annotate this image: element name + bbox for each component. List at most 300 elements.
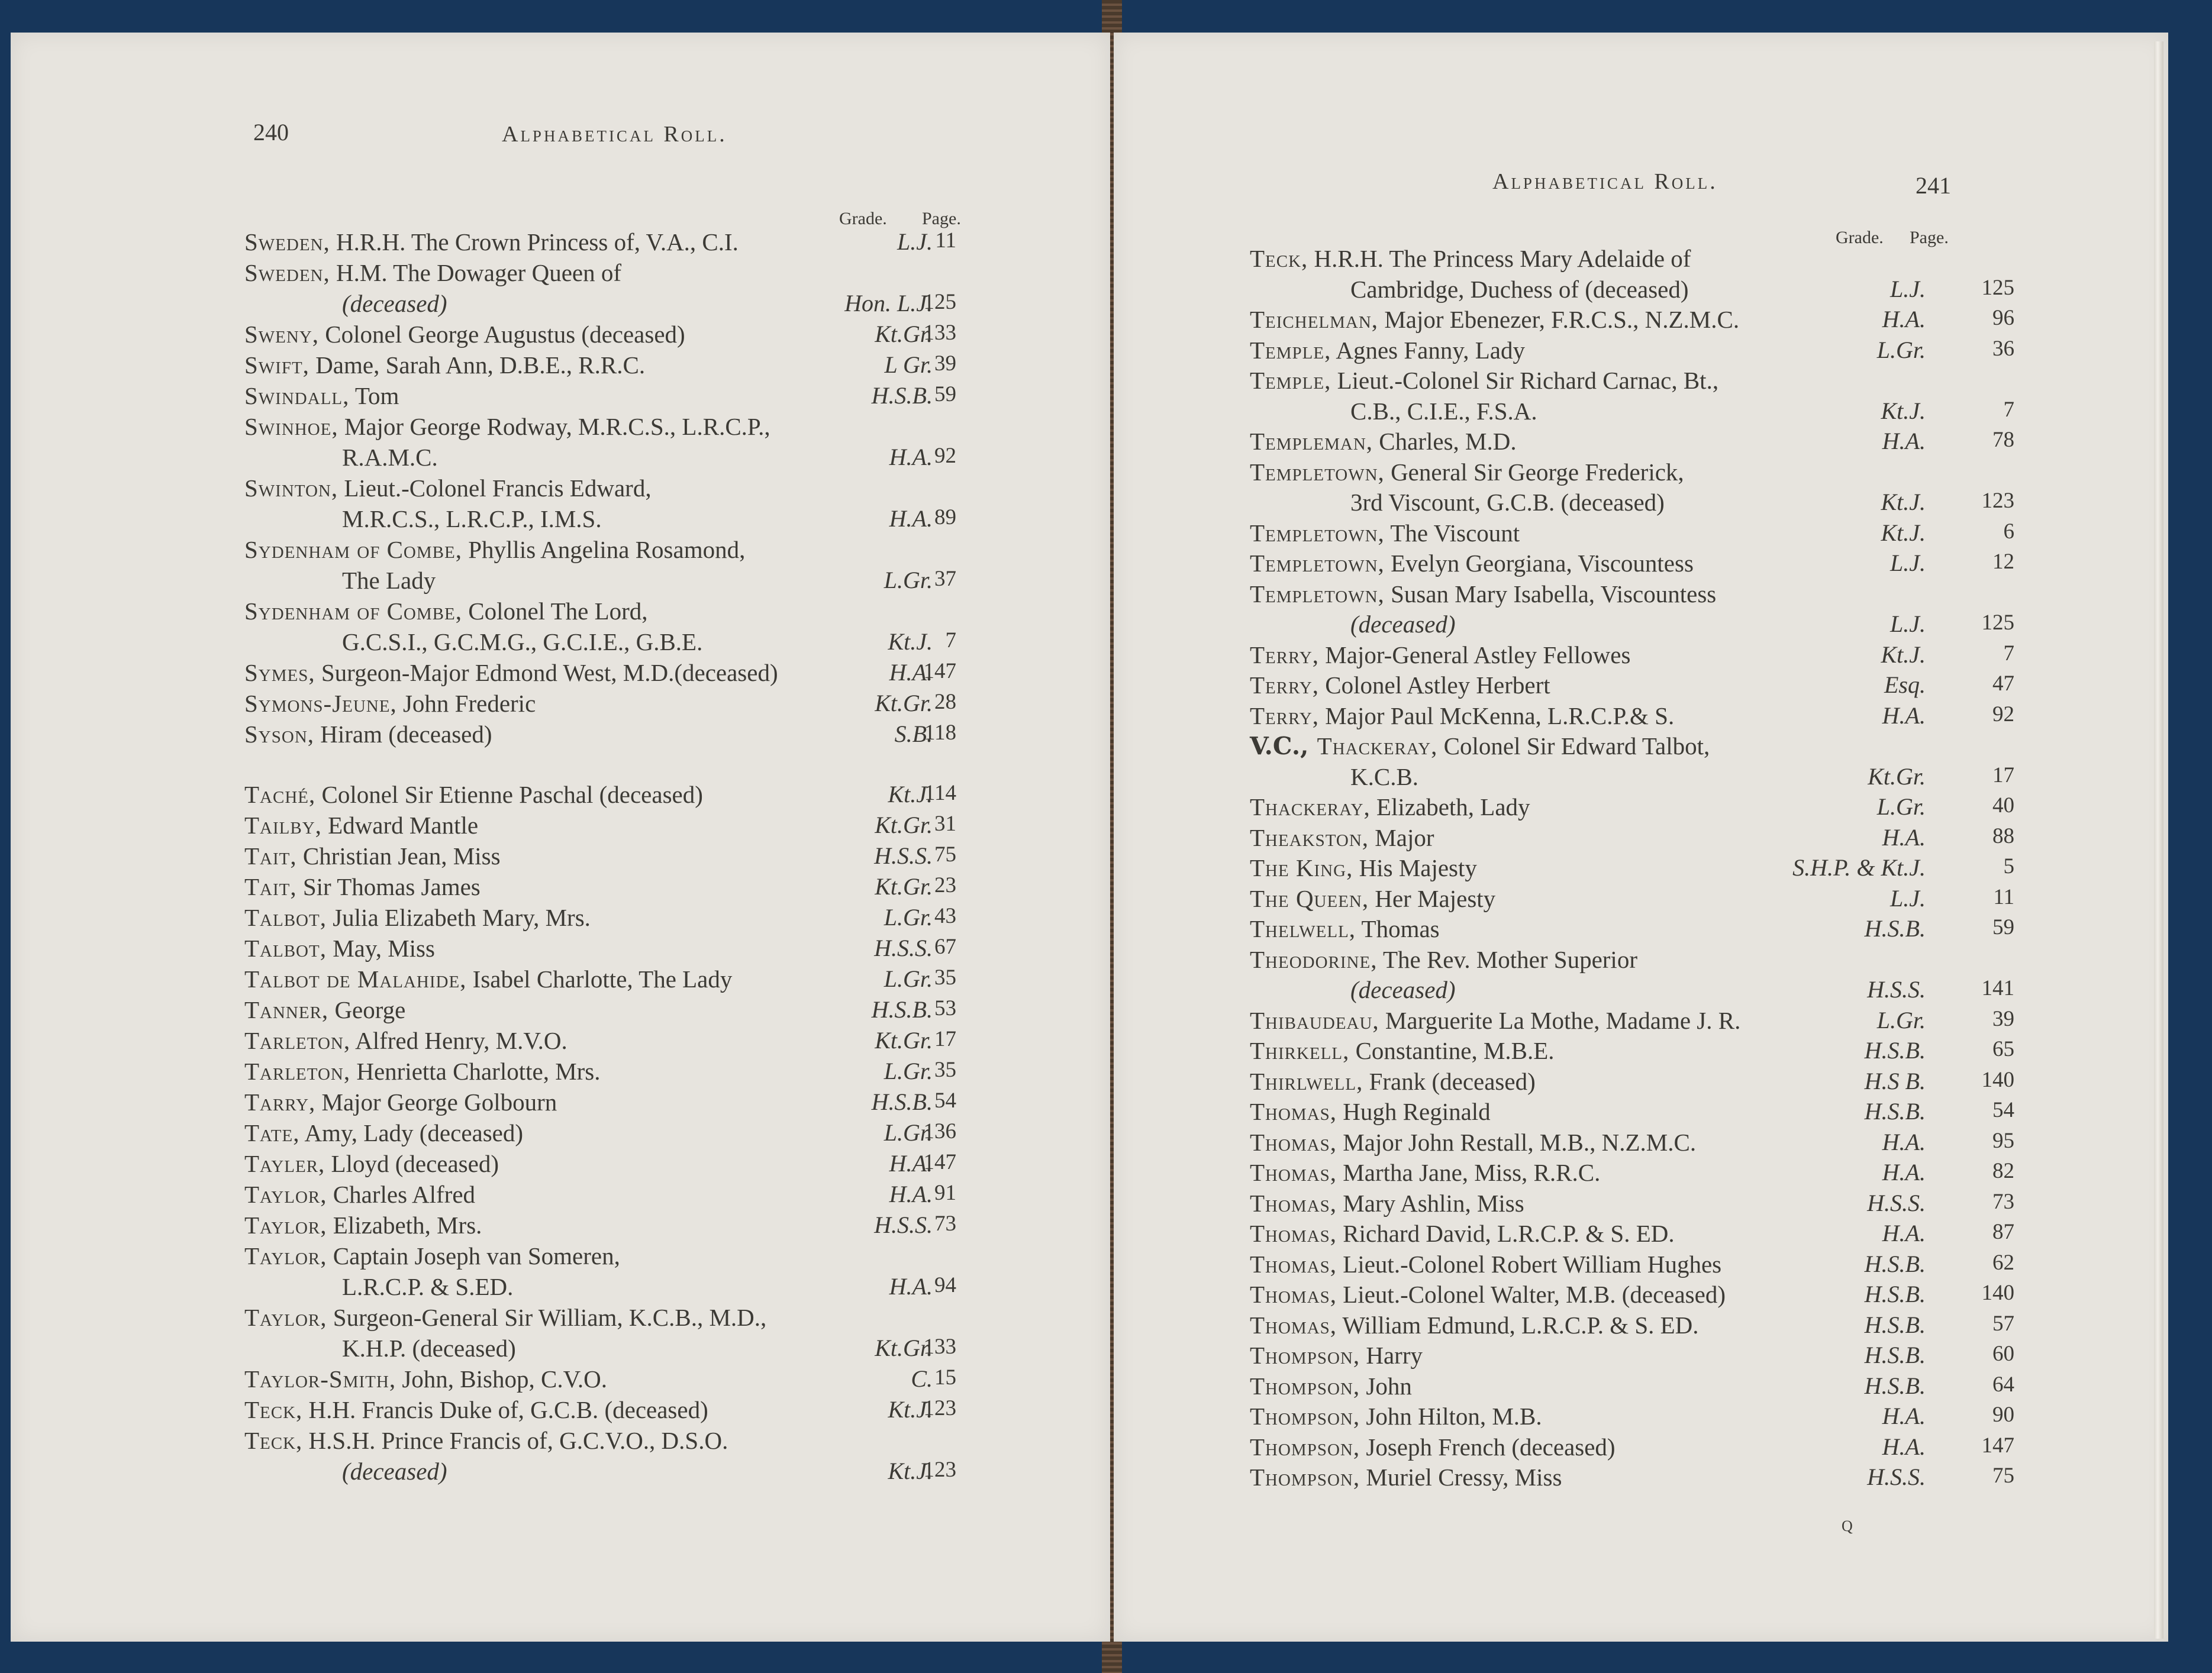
entry-surname: Symes, [244,659,315,686]
entry-page: 73 [1992,1189,2014,1214]
entry-continuation: K.H.P. (deceased) [342,1335,516,1362]
entry-row [1114,427,2168,458]
entry-row [1114,549,2168,580]
entry-continuation: C.B., C.I.E., F.S.A. [1350,397,1537,425]
entry-description: Major George Golbourn [315,1089,557,1116]
entry-description: Colonel The Lord, [462,598,648,625]
entry-surname: Thackeray, [1317,732,1438,760]
entry-grade: Kt.Gr. [875,690,933,716]
entry-row [11,597,1110,628]
entry-surname: Taylor, [244,1304,327,1331]
entry-page: 7 [2003,397,2014,422]
entry-description: H.M. The Dowager Queen of [330,259,621,286]
entry-continuation: K.C.B. [1350,763,1419,790]
entry-grade: Kt.J. [888,628,933,655]
entry-row [1114,1280,2168,1311]
entry-surname: Tarleton, [244,1027,351,1054]
entry-surname: Taché, [244,781,316,808]
entry-surname: Swinhoe, [244,413,338,440]
entry-row [1114,580,2168,611]
entry-page: 47 [1992,671,2014,696]
entry-page: 59 [934,382,956,406]
entry-row [11,965,1110,996]
running-head: Alphabetical Roll. [502,122,727,147]
entry-text [1250,1067,1536,1096]
entry-surname: Talbot, [244,935,327,962]
entry-grade: H.S.S. [1867,976,1926,1003]
entry-grade: H.S.B. [1864,1250,1926,1277]
entry-text [244,780,703,809]
entry-text [1250,1280,1726,1309]
entry-surname: Thomas, [1250,1159,1337,1186]
entry-row [11,1457,1110,1488]
entry-row [11,1242,1110,1272]
entry-description: Lieut.-Colonel Walter, M.B. (deceased) [1337,1281,1726,1308]
entry-page: 82 [1992,1159,2014,1183]
entry-description: Harry [1360,1342,1423,1369]
entry-grade: H.A. [1882,1433,1926,1460]
entry-text [1250,580,1716,608]
entry-text [1250,1402,1542,1430]
entry-description: Major John Restall, M.B., N.Z.M.C. [1337,1128,1697,1156]
entry-page: 15 [934,1365,956,1390]
entry-surname: Thirkell, [1250,1037,1350,1064]
page-number: 240 [253,119,289,146]
entry-surname: Templetown, [1250,580,1385,608]
entry-grade: L.Gr. [1876,793,1926,820]
entry-grade: Kt.J. [888,1458,933,1484]
entry-row [11,228,1110,259]
entry-description: Captain Joseph van Someren, [327,1242,620,1270]
entry-row [11,474,1110,505]
entry-description: The Viscount [1384,519,1520,547]
entry-row [1114,1341,2168,1372]
entry-page: 75 [934,842,956,867]
entry-row [11,996,1110,1026]
entry-description: Isabel Charlotte, The Lady [466,965,733,993]
entry-surname: Templetown, [1250,458,1385,486]
entry-text [1250,427,1517,456]
entry-grade: L.Gr. [883,1119,933,1146]
entry-page: 133 [923,1335,956,1359]
entry-row [11,320,1110,351]
entry-page: 5 [2003,854,2014,879]
entry-text [244,873,481,901]
grade-column-header: Grade. [1836,228,1884,247]
entry-surname: Tanner, [244,996,329,1023]
entry-surname: Teck, [244,1427,303,1454]
entry-surname: The Queen, [1250,884,1369,912]
entry-surname: Symons-Jeune, [244,690,397,717]
entry-text [1250,366,1718,395]
entry-description: Marguerite La Mothe, Madame J. R. [1379,1006,1741,1034]
entry-surname: Thelwell, [1250,915,1356,942]
entry-surname: Thompson, [1250,1403,1360,1430]
entry-page: 31 [934,812,956,836]
entry-surname: Tait, [244,873,297,900]
entry-surname: Thibaudeau, [1250,1006,1379,1034]
entry-description: John Frederic [396,690,536,717]
entry-grade: Kt.J. [1881,489,1926,515]
entry-grade: H.S.B. [1864,1037,1926,1064]
entry-grade: H.A. [889,1273,933,1300]
entry-grade: H.A. [1882,1128,1926,1155]
entry-description: Sir Thomas James [296,873,481,900]
entry-description: Frank (deceased) [1363,1067,1536,1095]
entry-page: 57 [1992,1311,2014,1336]
entry-description: H.R.H. The Crown Princess of, V.A., C.I. [330,228,739,256]
entry-page: 59 [1992,915,2014,939]
entry-description: Lieut.-Colonel Sir Richard Carnac, Bt., [1331,367,1719,394]
entry-surname: Sweny, [244,321,320,348]
entry-grade: L.J. [1890,611,1926,637]
entry-row [11,1149,1110,1180]
entry-description: Constantine, M.B.E. [1349,1037,1555,1064]
entry-description: George [328,996,406,1023]
entry-row [11,566,1110,597]
entry-surname: Tayler, [244,1150,325,1177]
entry-row [1114,519,2168,550]
page-edges [2154,41,2163,1639]
entry-surname: Terry, [1250,641,1320,668]
entry-row [11,873,1110,903]
entry-text [244,382,399,410]
entry-grade: H.S.B. [1864,1098,1926,1125]
entry-grade: H.S.B. [871,382,933,409]
entry-text [244,597,648,625]
entry-description: Lieut.-Colonel Francis Edward, [338,474,652,502]
entry-row [1114,397,2168,428]
entry-text [244,474,652,502]
entry-grade: S.B. [894,721,933,747]
entry-grade: H.A. [889,1181,933,1207]
entry-row [11,505,1110,535]
entry-row [11,811,1110,842]
entry-text [1250,641,1630,669]
entry-page: 140 [1981,1281,2014,1305]
entry-text [1250,1341,1423,1370]
entry-page: 147 [923,659,956,683]
entry-row [1114,1463,2168,1494]
entry-text [244,720,492,748]
entry-page: 40 [1992,793,2014,818]
entry-text [1250,1128,1696,1157]
entry-page: 39 [1992,1006,2014,1031]
entry-text [1250,793,1530,821]
entry-row [1114,1067,2168,1098]
entry-description: Lieut.-Colonel Robert William Hughes [1337,1250,1722,1278]
entry-surname: Thomas, [1250,1098,1337,1125]
entry-grade: H.A. [1882,428,1926,454]
entry-row [11,412,1110,443]
entry-row [1114,305,2168,336]
entry-surname: Swinton, [244,474,338,502]
entry-page: 28 [934,690,956,714]
entry-description: Dame, Sarah Ann, D.B.E., R.R.C. [309,351,646,379]
entry-page: 136 [923,1119,956,1144]
entry-page: 7 [2003,641,2014,666]
entry-row [1114,1006,2168,1037]
entry-row [11,1303,1110,1334]
entry-text [1250,1433,1616,1461]
entry-row [1114,884,2168,915]
entry-text [244,1211,482,1239]
entry-row [11,1119,1110,1149]
entry-surname: Swift, [244,351,309,379]
entry-page: 123 [923,1396,956,1420]
entry-row [11,1057,1110,1088]
entry-text [1250,1463,1562,1491]
entry-surname: Thomas, [1250,1250,1337,1278]
entry-grade: H.A. [889,444,933,470]
entry-page: 125 [923,290,956,314]
entry-grade: Kt.Gr. [875,1027,933,1054]
entry-row [11,689,1110,720]
entry-description: Colonel Astley Herbert [1319,671,1550,699]
entry-page: 37 [934,567,956,591]
entry-page: 90 [1992,1403,2014,1427]
entry-row [1114,366,2168,397]
entry-surname: Sydenham of Combe, [244,536,462,563]
entry-grade: H.S.S. [1867,1189,1926,1216]
entry-page: 89 [934,505,956,529]
entry-grade: H.S.B. [1864,1281,1926,1307]
entry-row [11,1026,1110,1057]
entry-description: Colonel Sir Etienne Paschal (deceased) [315,781,703,808]
entry-grade: H.A. [1882,823,1926,851]
entry-continuation: L.R.C.P. & S.ED. [342,1273,514,1300]
entry-surname: Thomas, [1250,1281,1337,1308]
entry-page: 91 [934,1181,956,1205]
entry-surname: Tarry, [244,1089,316,1116]
entry-description: Evelyn Georgiana, Viscountess [1384,550,1694,577]
entry-page: 78 [1992,428,2014,452]
entry-continuation: 3rd Viscount, G.C.B. (deceased) [1350,489,1665,516]
entry-description: H.R.H. The Princess Mary Adelaide of [1308,245,1691,272]
entry-text [244,1180,475,1209]
entry-surname: Temple, [1250,367,1331,394]
entry-grade: H.S.B. [1864,1311,1926,1338]
entry-surname: Thompson, [1250,1372,1360,1400]
entry-page: 53 [934,996,956,1020]
entry-grade: H.A. [1882,306,1926,332]
entry-text [244,903,591,932]
entry-description: Edward Mantle [321,812,479,839]
entry-row [1114,671,2168,702]
entry-continuation: (deceased) [342,1458,447,1485]
entry-row [1114,1128,2168,1159]
entry-grade: L.Gr. [1876,336,1926,363]
entry-description: Major Paul McKenna, L.R.C.P.& S. [1319,702,1675,729]
entry-row [11,1211,1110,1242]
entry-surname: Tate, [244,1119,300,1146]
entry-grade: L.J. [1890,550,1926,576]
entry-grade: H.A. [1882,1220,1926,1246]
entry-text [1250,549,1694,577]
entry-surname: Templetown, [1250,550,1385,577]
entry-description: Julia Elizabeth Mary, Mrs. [326,904,591,931]
entry-page: 92 [934,444,956,468]
entry-text [244,228,739,256]
entry-text [244,412,770,441]
entry-grade: Kt.Gr. [1868,763,1926,790]
entry-grade: L.J. [897,228,933,255]
entry-page: 96 [1992,306,2014,330]
entry-text [244,1396,708,1424]
entry-text [1250,1189,1524,1217]
entry-row [1114,976,2168,1006]
entry-grade: H.S.B. [871,996,933,1023]
entry-grade: Kt.J. [1881,397,1926,424]
entry-surname: Sydenham of Combe, [244,598,462,625]
entry-row [1114,732,2168,763]
entry-text [1250,1372,1412,1400]
entry-row [1114,1311,2168,1342]
entry-text [1250,702,1674,730]
entry-description: Charles Alfred [327,1181,476,1208]
entry-row [1114,763,2168,793]
entry-page: 88 [1992,823,2014,848]
entry-surname: Terry, [1250,671,1320,699]
entry-grade: L.Gr. [883,904,933,931]
entry-grade: H.A. [1882,702,1926,729]
entry-grade: L.Gr. [883,567,933,593]
entry-surname: Tailby, [244,812,322,839]
entry-row [1114,1219,2168,1250]
entry-surname: Thompson, [1250,1433,1360,1461]
entry-text [1250,336,1525,364]
entry-text [1250,823,1434,852]
entry-surname: Thackeray, [1250,793,1371,821]
entry-description: Lloyd (deceased) [325,1150,499,1177]
entry-text [244,658,778,687]
entry-continuation: (deceased) [342,290,447,317]
entry-row [11,903,1110,934]
entry-text [244,811,478,839]
entry-text [1250,1219,1675,1248]
entry-surname: Swindall, [244,382,350,409]
entry-surname: Thirlwell, [1250,1067,1363,1095]
entry-grade: Hon. L.J. [844,290,933,316]
entry-grade: Kt.J. [888,781,933,808]
entry-grade: H.A. [889,1150,933,1177]
entry-surname: Sweden, [244,259,330,286]
entry-description: Surgeon-Major Edmond West, M.D.(deceased) [315,659,778,686]
entry-page: 64 [1992,1372,2014,1397]
entry-page: 133 [923,321,956,345]
entry-row [11,351,1110,382]
vc-mark: V.C., [1250,732,1317,760]
entry-page: 75 [1992,1464,2014,1488]
running-head: Alphabetical Roll. [1492,169,1718,194]
signature-mark: Q [1842,1517,1853,1535]
entry-row [11,1272,1110,1303]
entry-text [244,1026,567,1055]
entry-page: 123 [1981,489,2014,513]
entry-text [1250,915,1440,943]
entry-text [244,842,501,870]
entry-grade: H.S B. [1864,1067,1926,1094]
entry-row [1114,702,2168,732]
entry-row [11,382,1110,412]
entry-text [1250,519,1520,547]
entry-grade: L Gr. [884,351,933,378]
entry-page: 65 [1992,1037,2014,1061]
entry-surname: Thompson, [1250,1464,1360,1491]
entry-grade: H.S.S. [874,935,933,961]
entry-surname: Thomas, [1250,1220,1337,1247]
entry-surname: Talbot, [244,904,327,931]
entry-grade: H.A. [889,505,933,532]
entry-page: 141 [1981,976,2014,1000]
entry-row [1114,641,2168,671]
entry-grade: L.J. [1890,884,1926,912]
entry-description: Phyllis Angelina Rosamond, [462,536,746,563]
entry-page: 95 [1992,1128,2014,1153]
entry-text [244,934,435,963]
entry-grade: L.J. [1890,275,1926,302]
grade-column-header: Grade. [839,209,887,228]
entry-surname: Temple, [1250,336,1331,364]
entry-text [244,1365,607,1393]
entry-description: Muriel Cressy, Miss [1360,1464,1562,1491]
entry-surname: Terry, [1250,702,1320,729]
entry-row [1114,1250,2168,1281]
entry-text [244,1057,601,1086]
entry-text [1250,1006,1740,1035]
entry-text [244,320,685,348]
page-column-header: Page. [922,209,961,228]
entry-row [11,259,1110,289]
entry-description: Thomas [1356,915,1440,942]
entry-row [1114,945,2168,976]
entry-row [11,842,1110,873]
entry-page: 140 [1981,1067,2014,1092]
entry-page: 11 [935,228,956,253]
entry-description: H.H. Francis Duke of, G.C.B. (deceased) [302,1396,708,1423]
entry-text [1250,458,1684,486]
entry-row [1114,275,2168,306]
entry-page: 67 [934,935,956,959]
entry-description: Charles, M.D. [1373,428,1517,455]
entry-page: 87 [1992,1220,2014,1244]
entry-surname: Thomas, [1250,1189,1337,1217]
entry-page: 118 [924,721,956,745]
entry-page: 54 [1992,1098,2014,1122]
entry-row [1114,1402,2168,1433]
entry-grade: S.H.P. & Kt.J. [1792,854,1926,881]
entry-description: General Sir George Frederick, [1384,458,1684,486]
entry-description: May, Miss [326,935,435,962]
entry-row [11,1396,1110,1426]
entry-description: Amy, Lady (deceased) [299,1119,524,1146]
entry-page: 17 [1992,763,2014,787]
entry-description: William Edmund, L.R.C.P. & S. ED. [1337,1311,1699,1339]
entry-description: John, Bishop, C.V.O. [396,1365,608,1393]
entry-surname: Talbot de Malahide, [244,965,467,993]
entry-row [1114,1036,2168,1067]
entry-continuation: G.C.S.I., G.C.M.G., G.C.I.E., G.B.E. [342,628,703,655]
entry-text [1250,1036,1555,1065]
entry-text [244,1149,499,1178]
entry-row [11,1334,1110,1365]
entry-surname: Templetown, [1250,519,1385,547]
entry-grade: H.A. [889,659,933,686]
entry-row [11,443,1110,474]
entry-row [11,658,1110,689]
entry-description: Colonel Sir Edward Talbot, [1437,732,1710,760]
entry-page: 54 [934,1089,956,1113]
